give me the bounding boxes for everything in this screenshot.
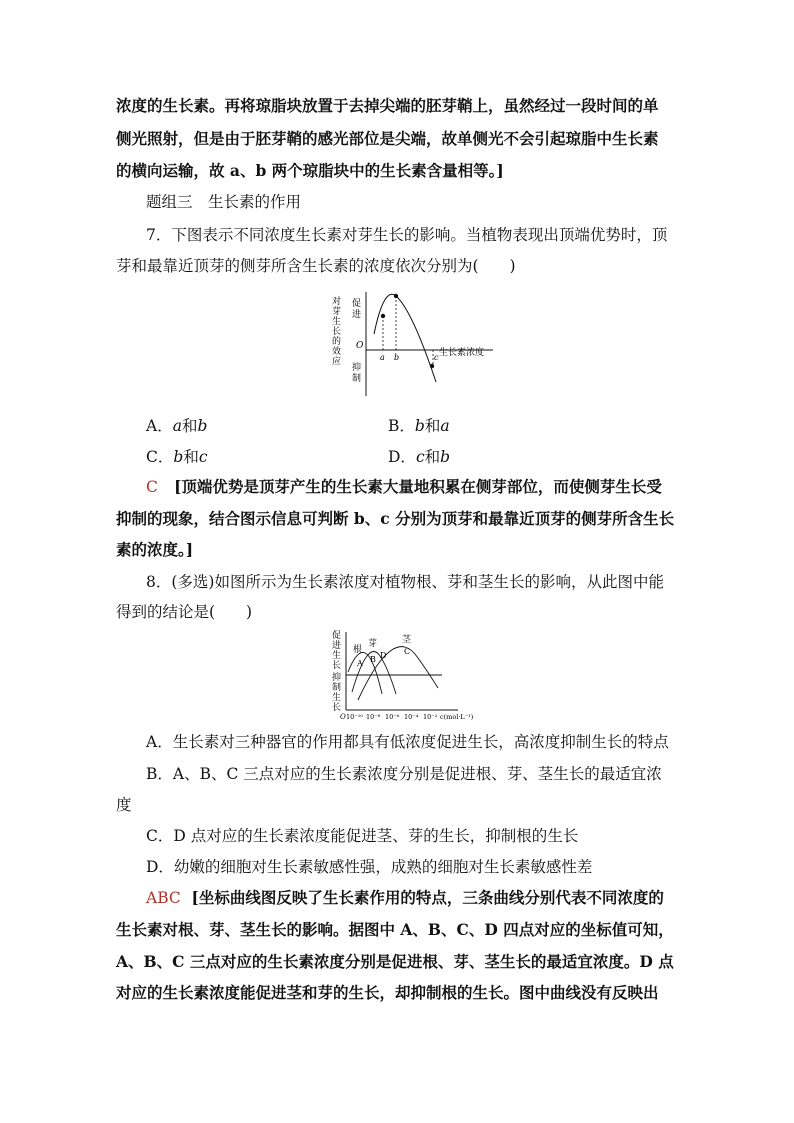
q8-analysis: ABC [坐标曲线图反映了生长素作用的特点，三条曲线分别代表不同浓度的 — [146, 888, 664, 907]
q8-stem: 8．(多选)如图所示为生长素浓度对植物根、芽和茎生长的影响，从此图中能 — [146, 573, 664, 591]
q8-point-B: B — [370, 655, 376, 664]
q7-ylabel: 对芽生长的效应 — [332, 297, 342, 367]
q8-tick: 10⁻⁴ — [404, 713, 419, 721]
q8-analysis-line: A、B、C 三点对应的生长素浓度分别是促进根、芽、茎生长的最适宜浓度。D 点 — [116, 952, 674, 971]
q8-option-a: A．生长素对三种器官的作用都具有低浓度促进生长，高浓度抑制生长的特点 — [146, 733, 669, 751]
q7-analysis-line: 素的浓度。] — [116, 540, 194, 559]
q8-option-c: C．D 点对应的生长素浓度能促进茎、芽的生长，抑制根的生长 — [146, 827, 579, 845]
q7-origin: O — [356, 341, 364, 351]
q8-option-d: D．幼嫩的细胞对生长素敏感性强，成熟的细胞对生长素敏感性差 — [146, 858, 593, 876]
q7-point-b — [394, 294, 398, 298]
q8-point-C: C — [404, 647, 411, 656]
q7-promote-label: 促进 — [352, 299, 362, 320]
q8-tick: 10⁻⁶ — [385, 713, 400, 721]
paragraph-line: 浓度的生长素。再将琼脂块放置于去掉尖端的胚芽鞘上，虽然经过一段时间的单 — [116, 96, 659, 115]
paragraph-line: 侧光照射，但是由于胚芽鞘的感光部位是尖端，故单侧光不会引起琼脂中生长素 — [116, 129, 659, 148]
q7-stem: 7．下图表示不同浓度生长素对芽生长的影响。当植物表现出顶端优势时，顶 — [146, 226, 668, 244]
q8-option-b-cont: 度 — [116, 796, 132, 814]
paragraph-line: 的横向运输，故 a、b 两个琼脂块中的生长素含量相等。] — [116, 161, 504, 180]
q7-option-c: C．b和c — [146, 448, 208, 466]
q8-answer-key: ABC — [146, 889, 181, 907]
q7-tick-c: c — [434, 353, 439, 362]
q8-option-b: B．A、B、C 三点对应的生长素浓度分别是促进根、芽、茎生长的最适宜浓 — [146, 765, 662, 783]
q8-point-A: A — [357, 659, 363, 668]
q7-option-a: A．a和b — [146, 417, 208, 435]
q7-tick-b: b — [394, 353, 400, 362]
section-title: 题组三 生长素的作用 — [146, 193, 302, 211]
q8-stem-label: 茎 — [402, 635, 412, 645]
q8-xunit: c(mol·L⁻¹) — [440, 713, 474, 721]
q7-analysis: C [顶端优势是顶芽产生的生长素大量地积累在侧芽部位，而使侧芽生长受 — [146, 477, 662, 496]
q8-stem: 得到的结论是( ) — [116, 603, 253, 621]
q8-analysis-line: 对应的生长素浓度能促进茎和芽的生长，却抑制根的生长。图中曲线没有反映出 — [116, 983, 659, 1002]
q8-ylabel-inhibit: 抑制生长 — [332, 673, 342, 713]
q8-analysis-line: 生长素对根、芽、茎生长的影响。据图中 A、B、C、D 四点对应的坐标值可知， — [116, 920, 674, 939]
q7-option-d: D．c和b — [388, 448, 451, 466]
q7-answer-key: C — [146, 478, 158, 496]
q8-ylabel-promote: 促进生长 — [332, 631, 342, 671]
q7-option-b: B．b和a — [388, 417, 450, 435]
q8-tick: 10⁻⁸ — [366, 713, 381, 721]
q7-analysis-line: 抑制的现象，结合图示信息可判断 b、c 分别为顶芽和最靠近顶芽的侧芽所含生长 — [116, 509, 675, 528]
q7-tick-a: a — [380, 353, 385, 362]
q7-figure — [318, 284, 528, 404]
q8-tick: 10⁻² — [423, 713, 438, 721]
q7-stem: 芽和最靠近顶芽的侧芽所含生长素的浓度依次分别为( ) — [116, 257, 516, 275]
q7-xlabel: 生长素浓度 — [439, 348, 485, 358]
q8-figure — [328, 628, 498, 723]
q7-inhibit-label: 抑制 — [352, 363, 362, 384]
q8-origin: O — [340, 713, 346, 721]
q8-point-D: D — [380, 651, 387, 660]
q7-point-a — [381, 314, 385, 318]
q8-root-label: 根 — [353, 645, 363, 655]
q8-bud-label: 芽 — [368, 639, 378, 649]
q7-point-c — [430, 364, 434, 368]
q8-tick: 10⁻¹⁰ — [346, 713, 363, 721]
